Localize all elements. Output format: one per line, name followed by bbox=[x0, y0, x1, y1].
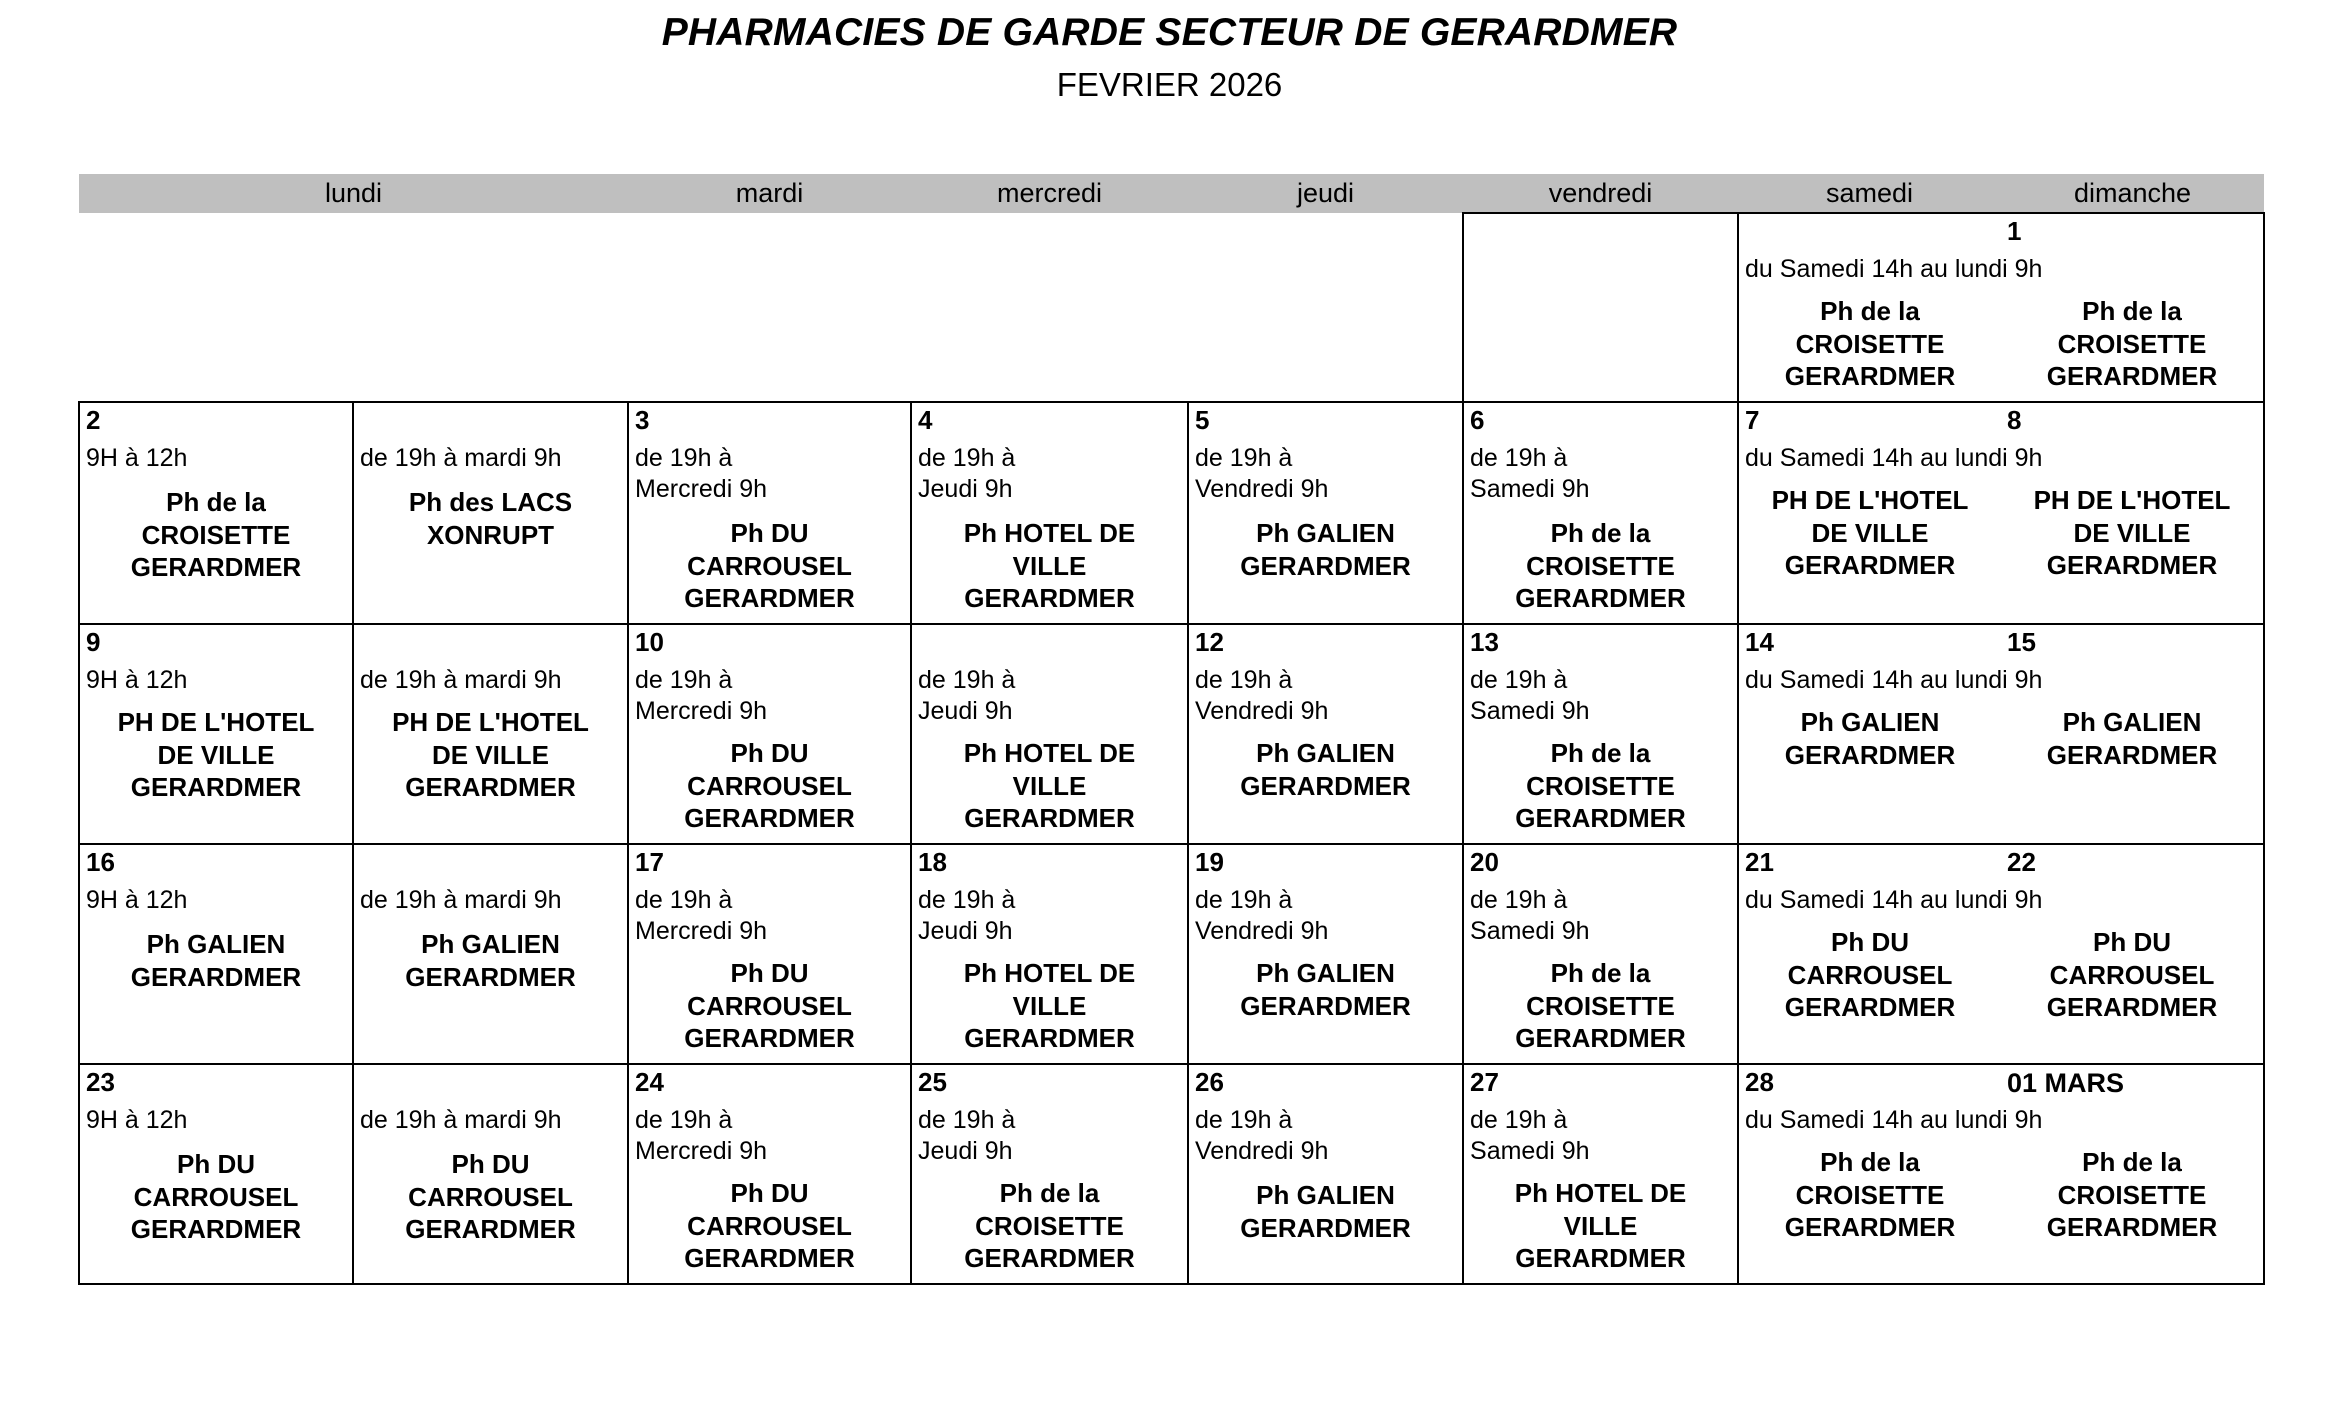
pharmacy-name: Ph GALIEN GERARDMER bbox=[130, 929, 302, 992]
day-cell-monday-pm[interactable] bbox=[353, 844, 628, 1064]
page-subtitle: FEVRIER 2026 bbox=[1056, 65, 1283, 103]
duty-hours: de 19h à Samedi 9h bbox=[1470, 885, 1590, 945]
day-cell-friday[interactable] bbox=[1463, 624, 1738, 844]
day-cell-monday-am[interactable] bbox=[79, 1064, 353, 1284]
day-number-sunday: 1 bbox=[2007, 216, 2022, 246]
pharmacy-name-saturday: PH DE L'HOTEL DE VILLE GERARDMER bbox=[1771, 485, 1969, 580]
day-number-sunday: 01 MARS bbox=[2007, 1067, 2125, 1098]
empty-cell bbox=[79, 213, 628, 402]
duty-hours: de 19h à Vendredi 9h bbox=[1195, 885, 1329, 945]
day-number: 19 bbox=[1195, 846, 1224, 877]
duty-hours: 9H à 12h bbox=[86, 1105, 188, 1134]
empty-cell bbox=[1188, 213, 1463, 402]
day-header-mardi: mardi bbox=[628, 174, 911, 213]
day-number: 18 bbox=[918, 846, 947, 877]
day-number: 2 bbox=[86, 404, 101, 435]
day-number-sunday: 15 bbox=[2007, 626, 2036, 657]
duty-hours: de 19h à mardi 9h bbox=[360, 665, 562, 694]
day-number: 16 bbox=[86, 846, 115, 877]
day-header-mercredi: mercredi bbox=[911, 174, 1188, 213]
duty-hours: de 19h à mardi 9h bbox=[360, 443, 562, 472]
weekend-pharmacy-row bbox=[1739, 285, 2263, 401]
pharmacy-name: Ph HOTEL DE VILLE GERARDMER bbox=[1514, 1178, 1687, 1274]
pharmacy-name-saturday: Ph DU CARROUSEL GERARDMER bbox=[1784, 927, 1956, 1022]
day-number: 20 bbox=[1470, 846, 1499, 877]
day-cell-thursday[interactable] bbox=[1188, 624, 1463, 844]
pharmacy-name: Ph HOTEL DE VILLE GERARDMER bbox=[963, 958, 1136, 1054]
duty-hours: de 19h à Vendredi 9h bbox=[1195, 1105, 1329, 1165]
calendar-header-row bbox=[79, 174, 2264, 213]
calendar-table bbox=[78, 174, 2265, 1285]
day-header-samedi: samedi bbox=[1738, 174, 2001, 213]
duty-hours: de 19h à Mercredi 9h bbox=[635, 885, 768, 945]
day-cell-wednesday[interactable] bbox=[911, 1064, 1188, 1284]
day-cell-monday-pm[interactable] bbox=[353, 402, 628, 624]
day-number: 10 bbox=[635, 626, 664, 657]
pharmacy-name: Ph HOTEL DE VILLE GERARDMER bbox=[963, 518, 1136, 614]
duty-hours: de 19h à Mercredi 9h bbox=[635, 443, 768, 503]
day-number-sunday: 22 bbox=[2007, 846, 2036, 877]
day-number: 13 bbox=[1470, 626, 1499, 657]
calendar-week-row bbox=[79, 624, 2264, 844]
pharmacy-name: Ph des LACS XONRUPT bbox=[408, 487, 573, 550]
pharmacy-name-sunday: PH DE L'HOTEL DE VILLE GERARDMER bbox=[2033, 485, 2231, 580]
day-cell-monday-am[interactable] bbox=[79, 402, 353, 624]
duty-hours: 9H à 12h bbox=[86, 885, 188, 914]
day-number: 26 bbox=[1195, 1066, 1224, 1097]
pharmacy-name: Ph DU CARROUSEL GERARDMER bbox=[684, 738, 855, 834]
empty-cell bbox=[911, 213, 1188, 402]
day-header-vendredi: vendredi bbox=[1463, 174, 1738, 213]
weekend-cell-1[interactable] bbox=[1738, 213, 2264, 402]
weekend-cell-3[interactable] bbox=[1738, 624, 2264, 844]
weekend-daynum-row bbox=[1739, 1065, 2263, 1099]
calendar-week-row bbox=[79, 1064, 2264, 1284]
day-number-blank bbox=[354, 625, 627, 659]
page-title: PHARMACIES DE GARDE SECTEUR DE GERARDMER bbox=[661, 11, 1678, 54]
pharmacy-name: Ph DU CARROUSEL GERARDMER bbox=[130, 1149, 302, 1244]
day-number: 5 bbox=[1195, 404, 1210, 435]
day-cell-monday-pm[interactable] bbox=[353, 1064, 628, 1284]
day-header-dimanche: dimanche bbox=[2001, 174, 2264, 213]
day-cell-thursday[interactable] bbox=[1188, 402, 1463, 624]
day-cell-tuesday[interactable] bbox=[628, 844, 911, 1064]
duty-hours: de 19h à Jeudi 9h bbox=[918, 1105, 1016, 1165]
pharmacy-name: PH DE L'HOTEL DE VILLE GERARDMER bbox=[117, 707, 315, 802]
day-number-saturday: 28 bbox=[1745, 1066, 1774, 1097]
weekend-note: du Samedi 14h au lundi 9h bbox=[1745, 443, 2043, 472]
day-cell-thursday[interactable] bbox=[1188, 844, 1463, 1064]
pharmacy-name: Ph de la CROISETTE GERARDMER bbox=[1515, 738, 1686, 834]
day-number-saturday: 21 bbox=[1745, 846, 1774, 877]
calendar-container bbox=[78, 174, 2263, 1285]
day-number: 27 bbox=[1470, 1066, 1499, 1097]
pharmacy-name: Ph DU CARROUSEL GERARDMER bbox=[684, 958, 855, 1054]
pharmacy-name: Ph GALIEN GERARDMER bbox=[1240, 738, 1411, 801]
day-number: 4 bbox=[918, 404, 933, 435]
pharmacy-name: Ph GALIEN GERARDMER bbox=[1240, 518, 1411, 581]
day-number-saturday: 14 bbox=[1745, 626, 1774, 657]
day-cell-monday-am[interactable] bbox=[79, 844, 353, 1064]
calendar-week-row bbox=[79, 844, 2264, 1064]
weekend-daynum-row bbox=[1739, 403, 2263, 437]
empty-cell-vendredi bbox=[1463, 213, 1738, 402]
duty-hours: de 19h à Samedi 9h bbox=[1470, 665, 1590, 725]
day-cell-thursday[interactable] bbox=[1188, 1064, 1463, 1284]
day-cell-monday-pm[interactable] bbox=[353, 624, 628, 844]
weekend-cell-2[interactable] bbox=[1738, 402, 2264, 624]
duty-hours: de 19h à Vendredi 9h bbox=[1195, 443, 1329, 503]
pharmacy-name: Ph GALIEN GERARDMER bbox=[1240, 958, 1411, 1021]
day-number bbox=[912, 625, 1187, 659]
pharmacy-name: Ph de la CROISETTE GERARDMER bbox=[964, 1178, 1135, 1274]
pharmacy-name-saturday: Ph GALIEN GERARDMER bbox=[1784, 707, 1956, 770]
duty-hours: de 19h à Jeudi 9h bbox=[918, 885, 1016, 945]
day-number: 23 bbox=[86, 1066, 115, 1097]
pharmacy-name: Ph GALIEN GERARDMER bbox=[1240, 1180, 1411, 1243]
duty-hours: de 19h à Mercredi 9h bbox=[635, 665, 768, 725]
weekend-daynum-row bbox=[1739, 214, 2263, 248]
weekend-pharmacy-row bbox=[1739, 474, 2263, 590]
day-header-lundi: lundi bbox=[79, 174, 628, 213]
pharmacy-name-sunday: Ph GALIEN GERARDMER bbox=[2046, 707, 2218, 770]
duty-hours: de 19h à Vendredi 9h bbox=[1195, 665, 1329, 725]
empty-cell bbox=[628, 213, 911, 402]
weekend-daynum-row bbox=[1739, 845, 2263, 879]
duty-hours: de 19h à Mercredi 9h bbox=[635, 1105, 768, 1165]
pharmacy-name-saturday: Ph de la CROISETTE GERARDMER bbox=[1784, 1147, 1956, 1242]
pharmacy-name: Ph de la CROISETTE GERARDMER bbox=[1515, 958, 1686, 1054]
day-cell-friday[interactable] bbox=[1463, 402, 1738, 624]
weekend-note: du Samedi 14h au lundi 9h bbox=[1745, 1105, 2043, 1134]
day-number: 25 bbox=[918, 1066, 947, 1097]
pharmacy-name: Ph DU CARROUSEL GERARDMER bbox=[684, 1178, 855, 1274]
day-number: 12 bbox=[1195, 626, 1224, 657]
calendar-week-row bbox=[79, 402, 2264, 624]
day-number-sunday: 8 bbox=[2007, 404, 2022, 435]
duty-hours: de 19h à mardi 9h bbox=[360, 1105, 562, 1134]
pharmacy-name-sunday: Ph de la CROISETTE GERARDMER bbox=[2046, 1147, 2218, 1242]
day-number-saturday: 7 bbox=[1745, 404, 1760, 435]
pharmacy-name-sunday: Ph de la CROISETTE GERARDMER bbox=[2046, 296, 2218, 392]
pharmacy-name: Ph HOTEL DE VILLE GERARDMER bbox=[963, 738, 1136, 834]
day-number: 9 bbox=[86, 626, 101, 657]
duty-hours: de 19h à Jeudi 9h bbox=[918, 665, 1016, 725]
weekend-note: du Samedi 14h au lundi 9h bbox=[1745, 885, 2043, 914]
pharmacy-name: Ph de la CROISETTE GERARDMER bbox=[130, 487, 302, 582]
duty-hours: de 19h à Samedi 9h bbox=[1470, 443, 1590, 503]
weekend-pharmacy-row bbox=[1739, 916, 2263, 1032]
weekend-pharmacy-row bbox=[1739, 696, 2263, 779]
duty-hours: de 19h à mardi 9h bbox=[360, 885, 562, 914]
weekend-pharmacy-row bbox=[1739, 1136, 2263, 1252]
day-number: 6 bbox=[1470, 404, 1485, 435]
pharmacy-name: Ph DU CARROUSEL GERARDMER bbox=[684, 518, 855, 614]
weekend-note: du Samedi 14h au lundi 9h bbox=[1745, 665, 2043, 694]
day-number: 3 bbox=[635, 404, 650, 435]
weekend-note: du Samedi 14h au lundi 9h bbox=[1745, 255, 2043, 283]
pharmacy-name-saturday: Ph de la CROISETTE GERARDMER bbox=[1784, 296, 1956, 392]
day-cell-friday[interactable] bbox=[1463, 844, 1738, 1064]
day-cell-tuesday[interactable] bbox=[628, 1064, 911, 1284]
weekend-cell-5[interactable] bbox=[1738, 1064, 2264, 1284]
duty-hours: 9H à 12h bbox=[86, 665, 188, 694]
weekend-daynum-row bbox=[1739, 625, 2263, 659]
day-cell-tuesday[interactable] bbox=[628, 624, 911, 844]
pharmacy-name: Ph GALIEN GERARDMER bbox=[405, 929, 576, 992]
page bbox=[0, 12, 2339, 1408]
day-cell-wednesday[interactable] bbox=[911, 844, 1188, 1064]
duty-hours: 9H à 12h bbox=[86, 443, 188, 472]
day-header-jeudi: jeudi bbox=[1188, 174, 1463, 213]
pharmacy-name-sunday: Ph DU CARROUSEL GERARDMER bbox=[2046, 927, 2218, 1022]
pharmacy-name: PH DE L'HOTEL DE VILLE GERARDMER bbox=[392, 707, 589, 802]
day-cell-monday-am[interactable] bbox=[79, 624, 353, 844]
day-cell-tuesday[interactable] bbox=[628, 402, 911, 624]
pharmacy-name: Ph de la CROISETTE GERARDMER bbox=[1515, 518, 1686, 614]
duty-hours: de 19h à Samedi 9h bbox=[1470, 1105, 1590, 1165]
day-number: 24 bbox=[635, 1066, 664, 1097]
calendar-week-row bbox=[79, 213, 2264, 402]
day-number: 17 bbox=[635, 846, 664, 877]
day-cell-wednesday[interactable] bbox=[911, 402, 1188, 624]
day-number-blank bbox=[354, 403, 627, 437]
day-number-saturday bbox=[1739, 214, 2001, 248]
day-number-blank bbox=[354, 845, 627, 879]
day-number-blank bbox=[354, 1065, 627, 1099]
duty-hours: de 19h à Jeudi 9h bbox=[918, 443, 1016, 503]
weekend-cell-4[interactable] bbox=[1738, 844, 2264, 1064]
pharmacy-name: Ph DU CARROUSEL GERARDMER bbox=[405, 1149, 576, 1244]
day-cell-friday[interactable] bbox=[1463, 1064, 1738, 1284]
day-cell-wednesday[interactable] bbox=[911, 624, 1188, 844]
